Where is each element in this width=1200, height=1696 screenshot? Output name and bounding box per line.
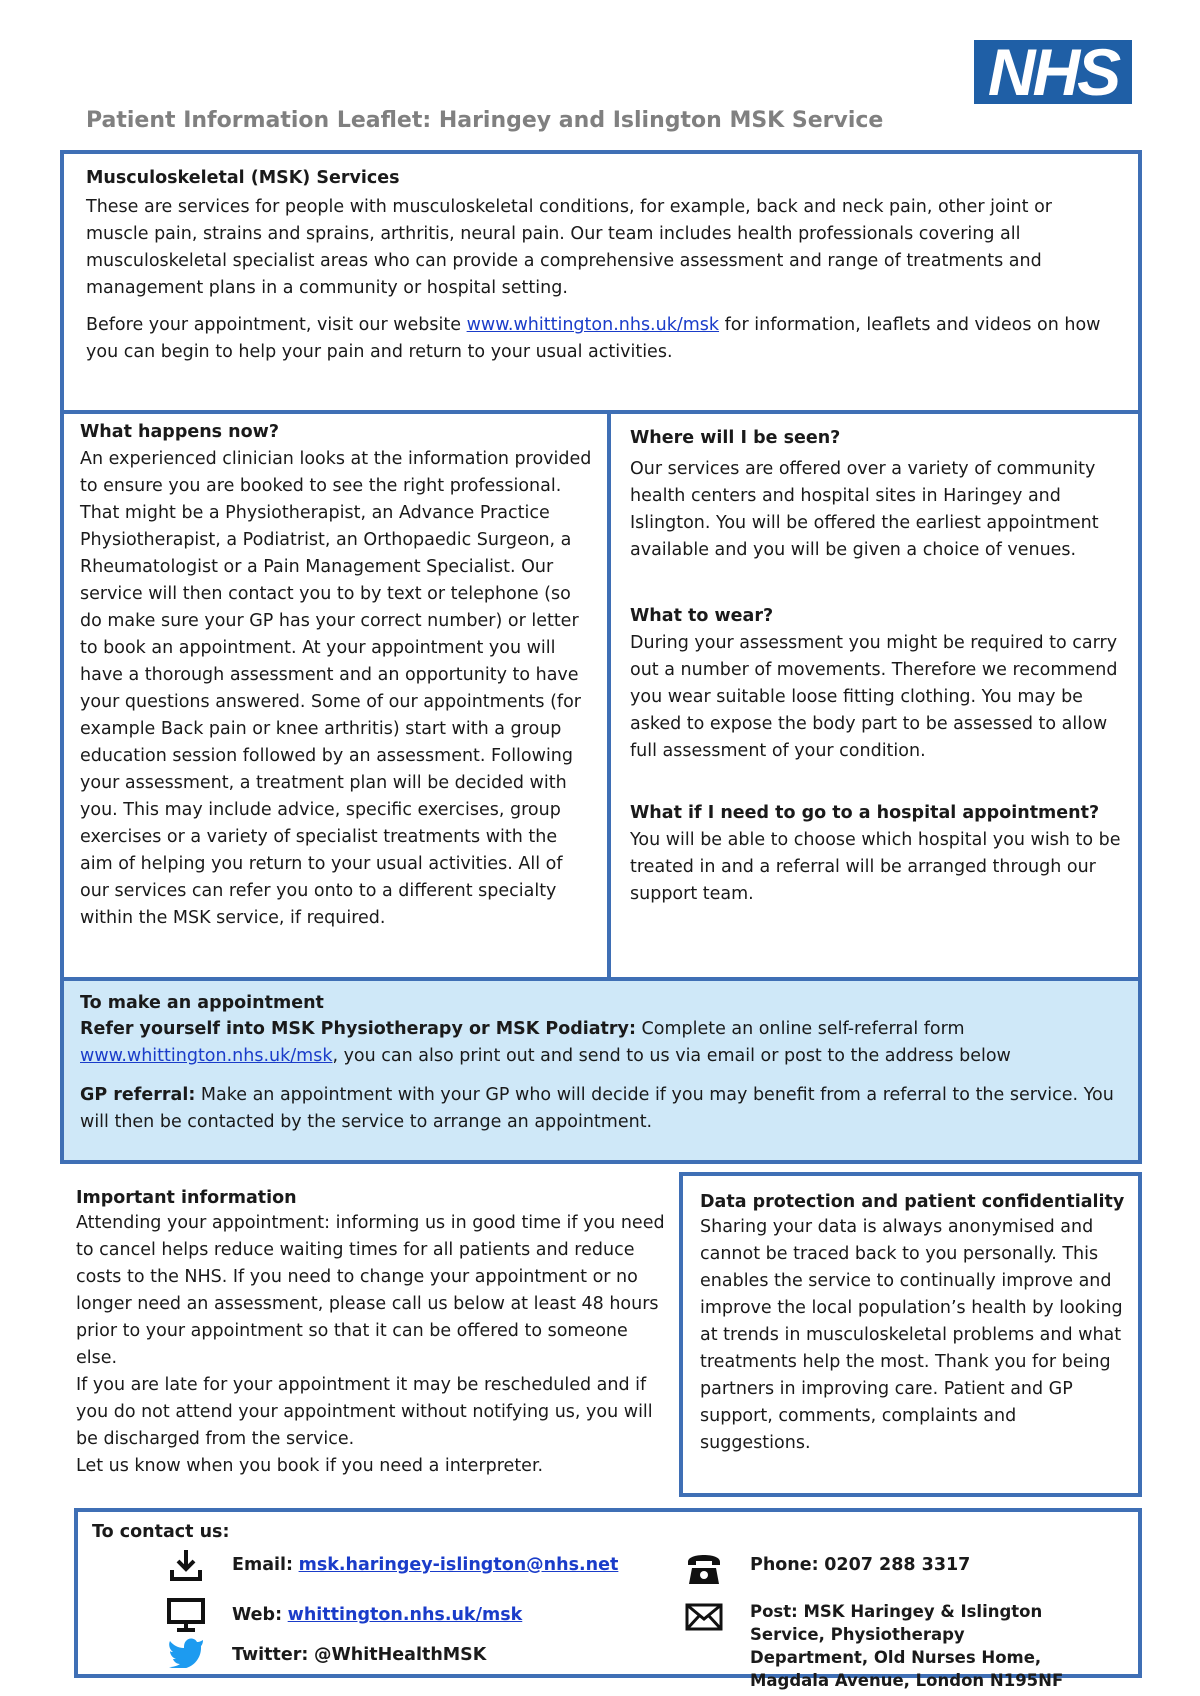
web-line: Web: whittington.nhs.uk/msk <box>232 1605 523 1625</box>
appointment-heading: To make an appointment <box>80 993 324 1013</box>
contact-heading: To contact us: <box>92 1522 230 1542</box>
nhs-logo: NHS <box>974 40 1132 104</box>
msk-heading: Musculoskeletal (MSK) Services <box>86 168 400 188</box>
what-happens-heading: What happens now? <box>80 422 279 442</box>
self-referral-text: Refer yourself into MSK Physiotherapy or MSK Podiatry: Complete an online self-referral form www.whittington.nhs.uk/msk, you can also print out and send to us via email or post to the address below <box>80 1019 1011 1066</box>
download-icon <box>164 1548 208 1589</box>
where-body: Our services are offered over a variety of community health centers and hospital sites in Haringey and Islington. You will be offered the earliest appointment available and you will be given a choice of venues. <box>630 459 1099 560</box>
msk-paragraph-1: These are services for people with musculoskeletal conditions, for example, back and neck pain, other joint or muscle pain, strains and sprains, arthritis, neural pain. Our team includes health professionals covering all musculoskeletal specialist areas who can provide a comprehensive assessment and range of treatments and management plans in a community or hospital setting. <box>86 197 1052 298</box>
what-happens-box <box>60 410 611 981</box>
twitter-handle[interactable]: @WhitHealthMSK <box>314 1645 487 1665</box>
msk-paragraph-2: Before your appointment, visit our website www.whittington.nhs.uk/msk for information, leaflets and videos on how you can begin to help your pain and return to your usual activities. <box>86 315 1101 362</box>
data-protection-heading: Data protection and patient confidentiality <box>700 1192 1125 1212</box>
email-link[interactable]: msk.haringey-islington@nhs.net <box>298 1555 619 1575</box>
wear-heading: What to wear? <box>630 606 774 626</box>
msk-website-link[interactable]: www.whittington.nhs.uk/msk <box>466 315 720 335</box>
phone-line: Phone: 0207 288 3317 <box>750 1555 971 1575</box>
where-heading: Where will I be seen? <box>630 428 841 448</box>
email-line: Email: msk.haringey-islington@nhs.net <box>232 1555 619 1575</box>
monitor-icon <box>164 1598 208 1639</box>
contact-box <box>74 1508 1142 1690</box>
important-heading: Important information <box>76 1188 297 1208</box>
what-happens-body: An experienced clinician looks at the information provided to ensure you are booked to see the right professional. That might be a Physiotherapist, an Advance Practice Physiotherapist, a Podiatrist, an Orthopaedic Surgeon, a Rheumatologist or a Pain Management Specialist. Our service will then contact you to by text or telephone (so do make sure your GP has your correct number) or letter to book an appointment. At your appointment you will have a thorough assessment and an opportunity to have your questions answered. Some of our appointments (for example Back pain or knee arthritis) start with a group education session followed by an assessment. Following your assessment, a treatment plan will be decided with you. This may include advice, specific exercises, group exercises or a variety of specialist treatments with the aim of helping you return to your usual activities. All of our services can refer you onto to a different specialty within the MSK service, if required. <box>80 449 592 928</box>
appointment-box <box>60 977 1142 1164</box>
important-paragraph-3: Let us know when you book if you need a interpreter. <box>76 1456 544 1476</box>
twitter-line: Twitter: @WhitHealthMSK <box>232 1645 487 1665</box>
important-info-section <box>76 1188 670 1480</box>
data-protection-box <box>679 1172 1142 1497</box>
hospital-heading: What if I need to go to a hospital appointment? <box>630 803 1100 823</box>
telephone-icon <box>682 1554 726 1593</box>
hospital-body: You will be able to choose which hospital you wish to be treated in and a referral will be arranged through our support team. <box>630 830 1121 904</box>
wear-body: During your assessment you might be required to carry out a number of movements. Therefore we recommend you wear suitable loose fitting clothing. You may be asked to expose the body part to be assessed to allow full assessment of your condition. <box>630 633 1118 761</box>
msk-services-box <box>60 150 1142 414</box>
self-referral-link[interactable]: www.whittington.nhs.uk/msk <box>80 1046 333 1066</box>
right-info-box <box>607 410 1142 981</box>
page-title: Patient Information Leaflet: Haringey and Islington MSK Service <box>86 108 884 133</box>
post-address: Post: MSK Haringey & Islington Service, Physiotherapy Department, Old Nurses Home, Magdala Avenue, London N195NF <box>750 1602 1064 1690</box>
gp-referral-text: GP referral: Make an appointment with your GP who will decide if you may benefit from a referral to the service. You will then be contacted by the service to arrange an appointment. <box>80 1085 1114 1132</box>
twitter-bird-icon <box>164 1636 208 1675</box>
important-paragraph-2: If you are late for your appointment it may be rescheduled and if you do not attend your appointment without notifying us, you will be discharged from the service. <box>76 1375 653 1449</box>
phone-number[interactable]: 0207 288 3317 <box>824 1555 971 1575</box>
envelope-icon <box>682 1602 726 1638</box>
web-link[interactable]: whittington.nhs.uk/msk <box>287 1605 523 1625</box>
important-paragraph-1: Attending your appointment: informing us in good time if you need to cancel helps reduce waiting times for all patients and reduce costs to the NHS. If you need to change your appointment or no longer need an assessment, please call us below at least 48 hours prior to your appointment so that it can be offered to someone else. <box>76 1213 665 1368</box>
data-protection-body: Sharing your data is always anonymised and cannot be traced back to you personally. This enables the service to continually improve and improve the local population’s health by looking at trends in musculoskeletal problems and what treatments help the most. Thank you for being partners in improving care. Patient and GP support, comments, complaints and suggestions. <box>700 1217 1123 1453</box>
